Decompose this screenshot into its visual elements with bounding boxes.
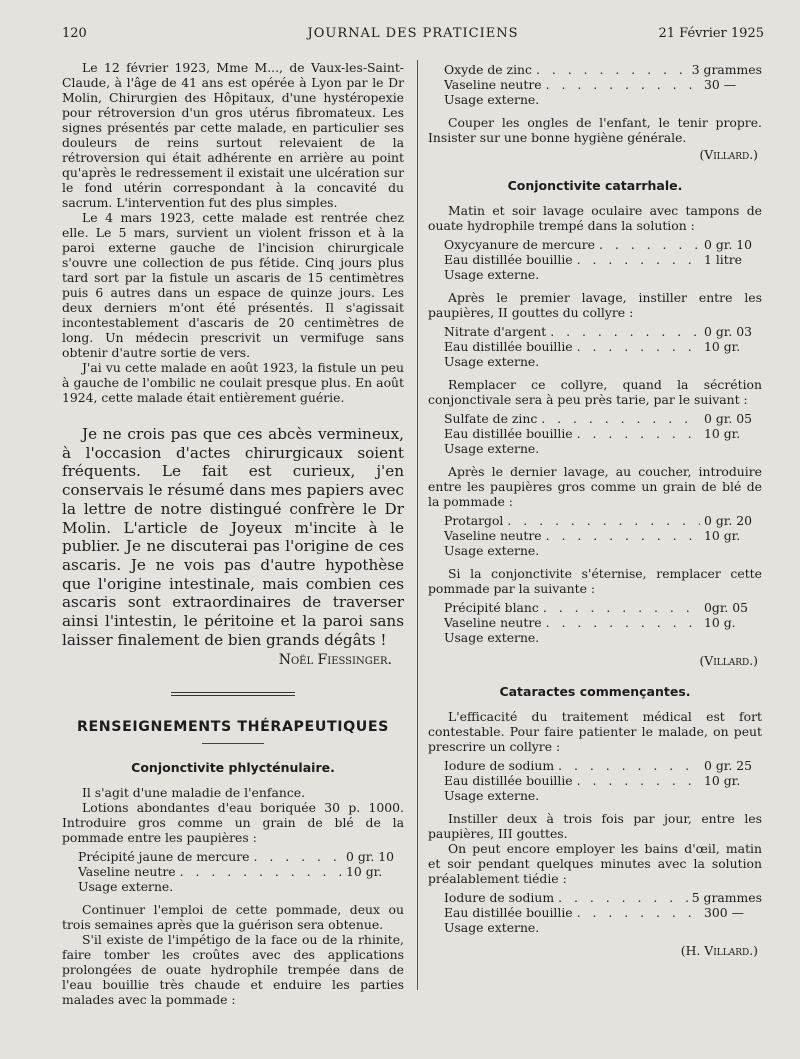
prescription-line xyxy=(444,615,762,630)
dose: 10 gr. xyxy=(704,773,741,788)
ingredient: Iodure de sodium xyxy=(444,758,555,773)
prescription-line xyxy=(444,890,762,905)
prescription xyxy=(444,324,762,369)
prescription xyxy=(444,890,762,935)
section-title: RENSEIGNEMENTS THÉRAPEUTIQUES xyxy=(76,719,389,736)
ingredient: Sulfate de zinc xyxy=(444,411,538,426)
ingredient: Oxyde de zinc xyxy=(444,62,532,77)
paragraph: Si la conjonctivite s'éternise, remplacer cette pommade par la suivante : xyxy=(428,566,762,596)
issue-date: 21 Février 1925 xyxy=(658,26,764,41)
prescription-line xyxy=(444,62,762,77)
column-divider xyxy=(417,60,418,990)
usage-note: Usage externe. xyxy=(444,354,540,369)
paragraph: Couper les ongles de l'enfant, le tenir propre. Insister sur une bonne hygiène générale. xyxy=(428,115,762,145)
prescription-line xyxy=(78,864,404,879)
prescription-line xyxy=(444,773,762,788)
paragraph: Lotions abondantes d'eau boriquée 30 p. 1000. Introduire gros comme un grain de blé de la pommade entre les paupières : xyxy=(62,800,404,846)
usage-note: Usage externe. xyxy=(444,788,540,803)
dose: 0 gr. 10 xyxy=(704,237,752,252)
ingredient: Précipité jaune de mercure xyxy=(78,849,250,865)
prescription-line xyxy=(78,849,404,864)
prescription-line xyxy=(444,324,762,339)
dose: 10 gr. xyxy=(346,864,383,880)
paragraph: Après le dernier lavage, au coucher, introduire entre les paupières gros comme un grain de blé de la pommade : xyxy=(428,464,762,509)
ingredient: Oxycyanure de mercure xyxy=(444,237,596,252)
prescription-line xyxy=(444,411,762,426)
dose: 0gr. 05 xyxy=(704,600,749,615)
subsection-title: Conjonctivite catarrhale. xyxy=(507,178,683,193)
usage-note: Usage externe. xyxy=(444,920,540,935)
ingredient: Précipité blanc xyxy=(444,600,539,615)
usage-note: Usage externe. xyxy=(444,543,540,558)
ingredient: Eau distillée bouillie xyxy=(444,773,573,788)
paragraph: S'il existe de l'impétigo de la face ou de la rhinite, faire tomber les croûtes avec des applications prolongées de ouate hydrophile trempée dans de l'eau bouillie très chaude et enduire les parties malades avec la pommade : xyxy=(62,932,404,1008)
prescription-line xyxy=(444,252,762,267)
paragraph: Après le premier lavage, instiller entre les paupières, II gouttes du collyre : xyxy=(428,290,762,320)
prescription xyxy=(444,237,762,282)
double-rule-divider xyxy=(171,692,295,696)
prescription-line xyxy=(444,237,762,252)
prescription-line xyxy=(444,905,762,920)
journal-title: JOURNAL DES PRATICIENS xyxy=(307,26,519,41)
usage-note: Usage externe. xyxy=(444,630,540,645)
ingredient: Eau distillée bouillie xyxy=(444,339,573,354)
dose: 10 gr. xyxy=(704,426,741,441)
prescription-line xyxy=(444,513,762,528)
paragraph: Instiller deux à trois fois par jour, entre les paupières, III gouttes. xyxy=(428,811,762,841)
dose: 0 gr. 03 xyxy=(704,324,752,339)
prescription-line xyxy=(444,426,762,441)
ingredient: Iodure de sodium xyxy=(444,890,555,905)
dose: 10 g. xyxy=(704,615,736,630)
prescription-line xyxy=(444,528,762,543)
dose: 300 — xyxy=(704,905,744,920)
usage-note: Usage externe. xyxy=(444,441,540,456)
paragraph: On peut encore employer les bains d'œil, matin et soir pendant quelques minutes avec la solution préalablement tiédie : xyxy=(428,841,762,886)
paragraph: Remplacer ce collyre, quand la sécrétion conjonctivale sera à peu près tarie, par le suivant : xyxy=(428,377,762,407)
dose: 5 grammes xyxy=(691,890,762,905)
subsection-title: Conjonctivite phlycténulaire. xyxy=(131,760,335,776)
ingredient: Vaseline neutre xyxy=(444,77,542,92)
prescription xyxy=(444,513,762,558)
ingredient: Vaseline neutre xyxy=(444,528,542,543)
ingredient: Vaseline neutre xyxy=(444,615,542,630)
paragraph: L'efficacité du traitement médical est fort contestable. Pour faire patienter le malade, on peut prescrire un collyre : xyxy=(428,709,762,754)
usage-note: Usage externe. xyxy=(78,879,174,895)
author-credit: (H. Villard.) xyxy=(680,943,758,958)
ingredient: Eau distillée bouillie xyxy=(444,252,573,267)
dose: 10 gr. xyxy=(704,339,741,354)
prescription-line xyxy=(444,758,762,773)
case-paragraph: Le 4 mars 1923, cette malade est rentrée chez elle. Le 5 mars, survient un violent frisson et à la paroi externe gauche de l'incision chirurgicale s'ouvre une collection de pus fétide. Cinq jours plus tard sort par la fistule un ascaris de 15 centimètres puis 6 autres dans un espace de quinze jours. Les deux derniers m'ont été présentés. Il s'agissait incontestablement d'ascaris de 20 centimètres de long. Un médecin prescrivit un vermifuge sans obtenir d'autre sortie de vers. xyxy=(62,210,404,360)
author-credit: (Villard.) xyxy=(699,147,758,162)
author-comment: Je ne crois pas que ces abcès vermineux, à l'occasion d'actes chirurgicaux soient fréquents. Le fait est curieux, j'en conservais le résumé dans mes papiers avec la lettre de notre distingué confrère le Dr Molin. L'article de Joyeux m'incite à le publier. Je ne discuterai pas l'origine de ces ascaris. Je ne vois pas d'autre hypothèse que l'origine intestinale, mais combien ces ascaris sont extraordinaires de traverser ainsi l'intestin, le péritoine et la paroi sans laisser finalement de bien grands dégâts ! xyxy=(62,425,404,649)
dose: 1 litre xyxy=(704,252,742,267)
paragraph: Il s'agit d'une maladie de l'enfance. xyxy=(82,785,306,801)
running-header xyxy=(62,26,764,44)
dose: 30 — xyxy=(704,77,737,92)
prescription-line xyxy=(444,339,762,354)
page-number: 120 xyxy=(62,26,87,41)
paragraph: Matin et soir lavage oculaire avec tampons de ouate hydrophile trempé dans la solution : xyxy=(428,203,762,233)
dose: 3 grammes xyxy=(691,62,762,77)
subsection-title: Cataractes commençantes. xyxy=(499,684,691,699)
ingredient: Nitrate d'argent xyxy=(444,324,547,339)
case-paragraph: Le 12 février 1923, Mme M..., de Vaux-les-Saint-Claude, à l'âge de 41 ans est opérée à Lyon par le Dr Molin, Chirurgien des Hôpitaux, d'une hystéropexie pour rétroversion d'un gros utérus fibromateux. Les signes présentés par cette malade, en particulier ses douleurs de reins surtout relevaient de la rétroversion qui était adhérente en arrière au point qu'après le redressement il existait une ulcération sur le fond utérin correspondant à la concavité du sacrum. L'intervention fut des plus simples. xyxy=(62,60,404,210)
ingredient: Vaseline neutre xyxy=(78,864,176,880)
dose: 0 gr. 10 xyxy=(346,849,394,865)
prescription-line xyxy=(444,77,762,92)
prescription xyxy=(444,758,762,803)
ingredient: Eau distillée bouillie xyxy=(444,905,573,920)
prescription xyxy=(78,849,404,894)
title-underline xyxy=(202,743,264,744)
dose: 0 gr. 05 xyxy=(704,411,752,426)
prescription xyxy=(444,600,762,645)
prescription-line xyxy=(444,600,762,615)
ingredient: Eau distillée bouillie xyxy=(444,426,573,441)
right-column xyxy=(428,60,762,958)
prescription xyxy=(444,62,762,107)
paragraph: Continuer l'emploi de cette pommade, deux ou trois semaines après que la guérison sera obtenue. xyxy=(62,902,404,933)
usage-note: Usage externe. xyxy=(444,92,540,107)
case-paragraph: J'ai vu cette malade en août 1923, la fistule un peu à gauche de l'ombilic ne coulait presque plus. En août 1924, cette malade était entièrement guérie. xyxy=(62,360,404,405)
ingredient: Protargol xyxy=(444,513,504,528)
signature: Noël Fiessinger. xyxy=(278,652,392,669)
dose: 0 gr. 25 xyxy=(704,758,752,773)
dose: 10 gr. xyxy=(704,528,741,543)
author-credit: (Villard.) xyxy=(699,653,758,668)
prescription xyxy=(444,411,762,456)
dose: 0 gr. 20 xyxy=(704,513,752,528)
usage-note: Usage externe. xyxy=(444,267,540,282)
left-column xyxy=(62,60,404,1007)
